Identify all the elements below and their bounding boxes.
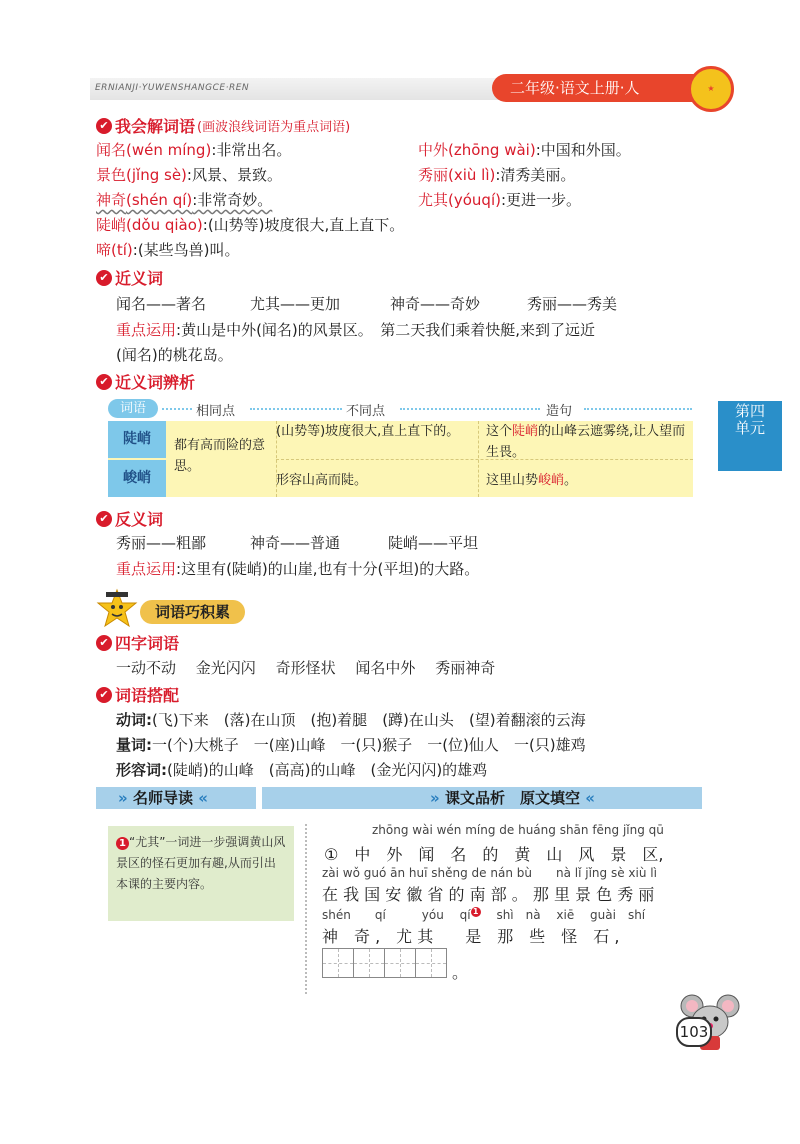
entry-jingse xyxy=(96,164,282,185)
synonym-usage-line1 xyxy=(116,319,595,340)
text-line-1: ① 中 外 闻 名 的 黄 山 风 景 区, xyxy=(324,845,664,864)
header-grade-title: 二年级·语文上册·人 xyxy=(492,74,722,102)
double-arrow-left-icon: « xyxy=(585,789,595,807)
entry-word: 神奇 xyxy=(96,191,127,209)
collocation-adjectives: 形容词:(陡峭)的山峰 (高高)的山峰 (金光闪闪)的雄鸡 xyxy=(116,761,488,779)
collocation-label: 量词: xyxy=(116,736,152,754)
cmp-diff-2: 形容山高而陡。 xyxy=(276,473,368,488)
antonym-pair: 陡峭——平坦 xyxy=(388,534,479,552)
section-synonym-analysis xyxy=(96,370,195,393)
side-tab-text: 第四单元 xyxy=(734,402,765,437)
bar-title: 课文品析 原文填空 xyxy=(444,789,580,807)
unit-side-tab xyxy=(718,401,782,471)
four-char-word: 秀丽神奇 xyxy=(435,659,496,677)
entry-def: :中国和外国。 xyxy=(535,141,631,159)
section-synonyms xyxy=(96,266,163,289)
cmp-sentence-2: 这里山势峻峭。 xyxy=(486,473,578,488)
cmp-word-douqiao: 陡峭 xyxy=(108,421,166,458)
double-arrow-left-icon: « xyxy=(198,789,208,807)
text-line-2: 在 我 国 安 徽 省 的 南 部 。 那 里 景 色 秀 丽 xyxy=(322,885,655,904)
entry-def: :风景、景致。 xyxy=(186,166,282,184)
entry-word: 尤其 xyxy=(418,191,449,209)
usage-text: :这里有(陡峭)的山崖,也有十分(平坦)的大路。 xyxy=(176,560,480,578)
pinyin-line-2: zài wǒ guó ān huī shěng de nán bù nà lǐ jǐng sè xiù lì xyxy=(322,866,657,880)
synonym-pair: 闻名——著名 xyxy=(116,295,207,313)
section-title: 近义词 xyxy=(115,269,164,288)
synonym-pair: 秀丽——秀美 xyxy=(527,295,618,313)
collocation-label: 形容词: xyxy=(116,761,167,779)
cmp-same: 都有高而险的意思。 xyxy=(174,438,266,474)
note-marker: 1 xyxy=(471,907,481,917)
section-title: 反义词 xyxy=(115,510,164,529)
entry-pinyin: (dǒu qiào) xyxy=(126,216,203,234)
header-pinyin-title: ERNIANJI·YUWENSHANGCE·REN xyxy=(95,83,250,93)
entry-zhongwai xyxy=(418,139,631,160)
pinyin-line-3: shén qí yóu qí 1 shì nà xiē guài shí xyxy=(322,907,646,922)
entry-pinyin: (wén míng) xyxy=(126,141,212,159)
four-char-word: 金光闪闪 xyxy=(195,659,256,677)
entry-pinyin: (xiù lì) xyxy=(448,166,496,184)
section-antonyms xyxy=(96,507,163,530)
check-icon: ✔ xyxy=(96,687,112,703)
entry-def: :(山势等)坡度很大,直上直下。 xyxy=(202,216,405,234)
four-char-word: 奇形怪状 xyxy=(275,659,336,677)
synonym-pair: 神奇——奇妙 xyxy=(390,295,481,313)
entry-word: 陡峭 xyxy=(96,216,127,234)
double-arrow-icon: » xyxy=(430,789,440,807)
antonym-pair: 神奇——普通 xyxy=(250,534,341,552)
usage-label: 重点运用 xyxy=(116,321,177,339)
header-same: 相同点 xyxy=(196,404,236,419)
entry-word: 景色 xyxy=(96,166,127,184)
check-icon: ✔ xyxy=(96,270,112,286)
check-icon: ✔ xyxy=(96,635,112,651)
entry-def: :非常奇妙。 xyxy=(192,191,273,209)
check-icon: ✔ xyxy=(96,511,112,527)
section-four-char-words xyxy=(96,631,179,654)
grid-box[interactable] xyxy=(384,948,416,978)
section-title: 近义词辨析 xyxy=(115,373,196,392)
header-word: 词语 xyxy=(108,399,158,418)
text-tail: 。 xyxy=(452,963,469,982)
cmp-word-junqiao: 峻峭 xyxy=(108,460,166,497)
pinyin-line-1: zhōng wài wén míng de huáng shān fēng jǐng qū xyxy=(372,823,664,837)
comparison-header xyxy=(108,398,693,420)
entry-wenming xyxy=(96,139,291,160)
header-diff: 不同点 xyxy=(346,404,386,419)
header-sentence: 造句 xyxy=(546,404,573,419)
entry-def: :更进一步。 xyxy=(500,191,582,209)
usage-text: :黄山是中外(闻名)的风景区。 第二天我们乘着快艇,来到了远近 xyxy=(176,321,596,339)
four-char-word: 闻名中外 xyxy=(355,659,416,677)
four-char-list xyxy=(116,657,495,678)
text-line-3: 神 奇 , 尤 其 是 那 些 怪 石 , xyxy=(322,927,620,946)
entry-word: 中外 xyxy=(418,141,449,159)
collocation-label: 动词: xyxy=(116,711,152,729)
fill-in-grid[interactable] xyxy=(322,948,446,978)
divider xyxy=(305,824,307,994)
text-analysis-bar xyxy=(262,787,702,809)
entry-douqiao xyxy=(96,214,404,235)
entry-xiuli xyxy=(418,164,575,185)
synonym-pair: 尤其——更加 xyxy=(250,295,341,313)
entry-pinyin: (zhōng wài) xyxy=(448,141,536,159)
cmp-diff-1: (山势等)坡度很大,直上直下的。 xyxy=(276,424,460,439)
entry-def: :清秀美丽。 xyxy=(495,166,576,184)
header-badge-icon: ★ xyxy=(688,66,734,112)
section-note: (画波浪线词语为重点词语) xyxy=(197,120,351,135)
entry-word: 秀丽 xyxy=(418,166,449,184)
section-title: 词语搭配 xyxy=(115,686,180,705)
entry-def: :非常出名。 xyxy=(211,141,292,159)
entry-pinyin: (shén qí) xyxy=(126,191,193,209)
section-word-explanation xyxy=(96,114,350,137)
antonym-usage xyxy=(116,558,479,579)
note-number: 1 xyxy=(116,837,129,850)
cmp-sentence-1: 这个陡峭的山峰云遮雾绕,让人望而生畏。 xyxy=(486,424,686,460)
usage-label: 重点运用 xyxy=(116,560,177,578)
comparison-table xyxy=(108,421,693,497)
star-mascot-icon xyxy=(96,588,138,630)
collocation-quantifiers: 量词:一(个)大桃子 一(座)山峰 一(只)猴子 一(位)仙人 一(只)雄鸡 xyxy=(116,736,586,754)
section-title: 四字词语 xyxy=(115,634,180,653)
teacher-guide-bar xyxy=(96,787,256,809)
grid-box[interactable] xyxy=(415,948,447,978)
guide-note xyxy=(108,826,294,921)
note-text: “尤其”一词进一步强调黄山风景区的怪石更加有趣,从而引出本课的主要内容。 xyxy=(116,835,286,891)
section-collocations xyxy=(96,683,179,706)
grid-box[interactable] xyxy=(322,948,354,978)
entry-pinyin: (tí) xyxy=(111,241,133,259)
four-char-word: 一动不动 xyxy=(116,659,177,677)
double-arrow-icon: » xyxy=(118,789,128,807)
check-icon: ✔ xyxy=(96,118,112,134)
collocation-verbs: 动词:(飞)下来 (落)在山顶 (抱)着腿 (蹲)在山头 (望)着翻滚的云海 xyxy=(116,711,586,729)
section-title: 我会解词语 xyxy=(115,117,196,136)
check-icon: ✔ xyxy=(96,374,112,390)
entry-ti xyxy=(96,239,240,260)
grid-box[interactable] xyxy=(353,948,385,978)
entry-word: 啼 xyxy=(96,241,112,259)
page-number: 103 xyxy=(676,1017,712,1047)
entry-word: 闻名 xyxy=(96,141,127,159)
entry-pinyin: (yóuqí) xyxy=(448,191,501,209)
entry-shenqi xyxy=(96,189,272,210)
entry-youqi xyxy=(418,189,581,210)
antonym-pair: 秀丽——粗鄙 xyxy=(116,534,207,552)
vocabulary-banner: 词语巧积累 xyxy=(140,600,245,624)
synonym-usage-line2: (闻名)的桃花岛。 xyxy=(116,346,233,364)
bar-title: 名师导读 xyxy=(132,789,193,807)
entry-pinyin: (jǐng sè) xyxy=(126,166,187,184)
entry-def: :(某些鸟兽)叫。 xyxy=(132,241,240,259)
